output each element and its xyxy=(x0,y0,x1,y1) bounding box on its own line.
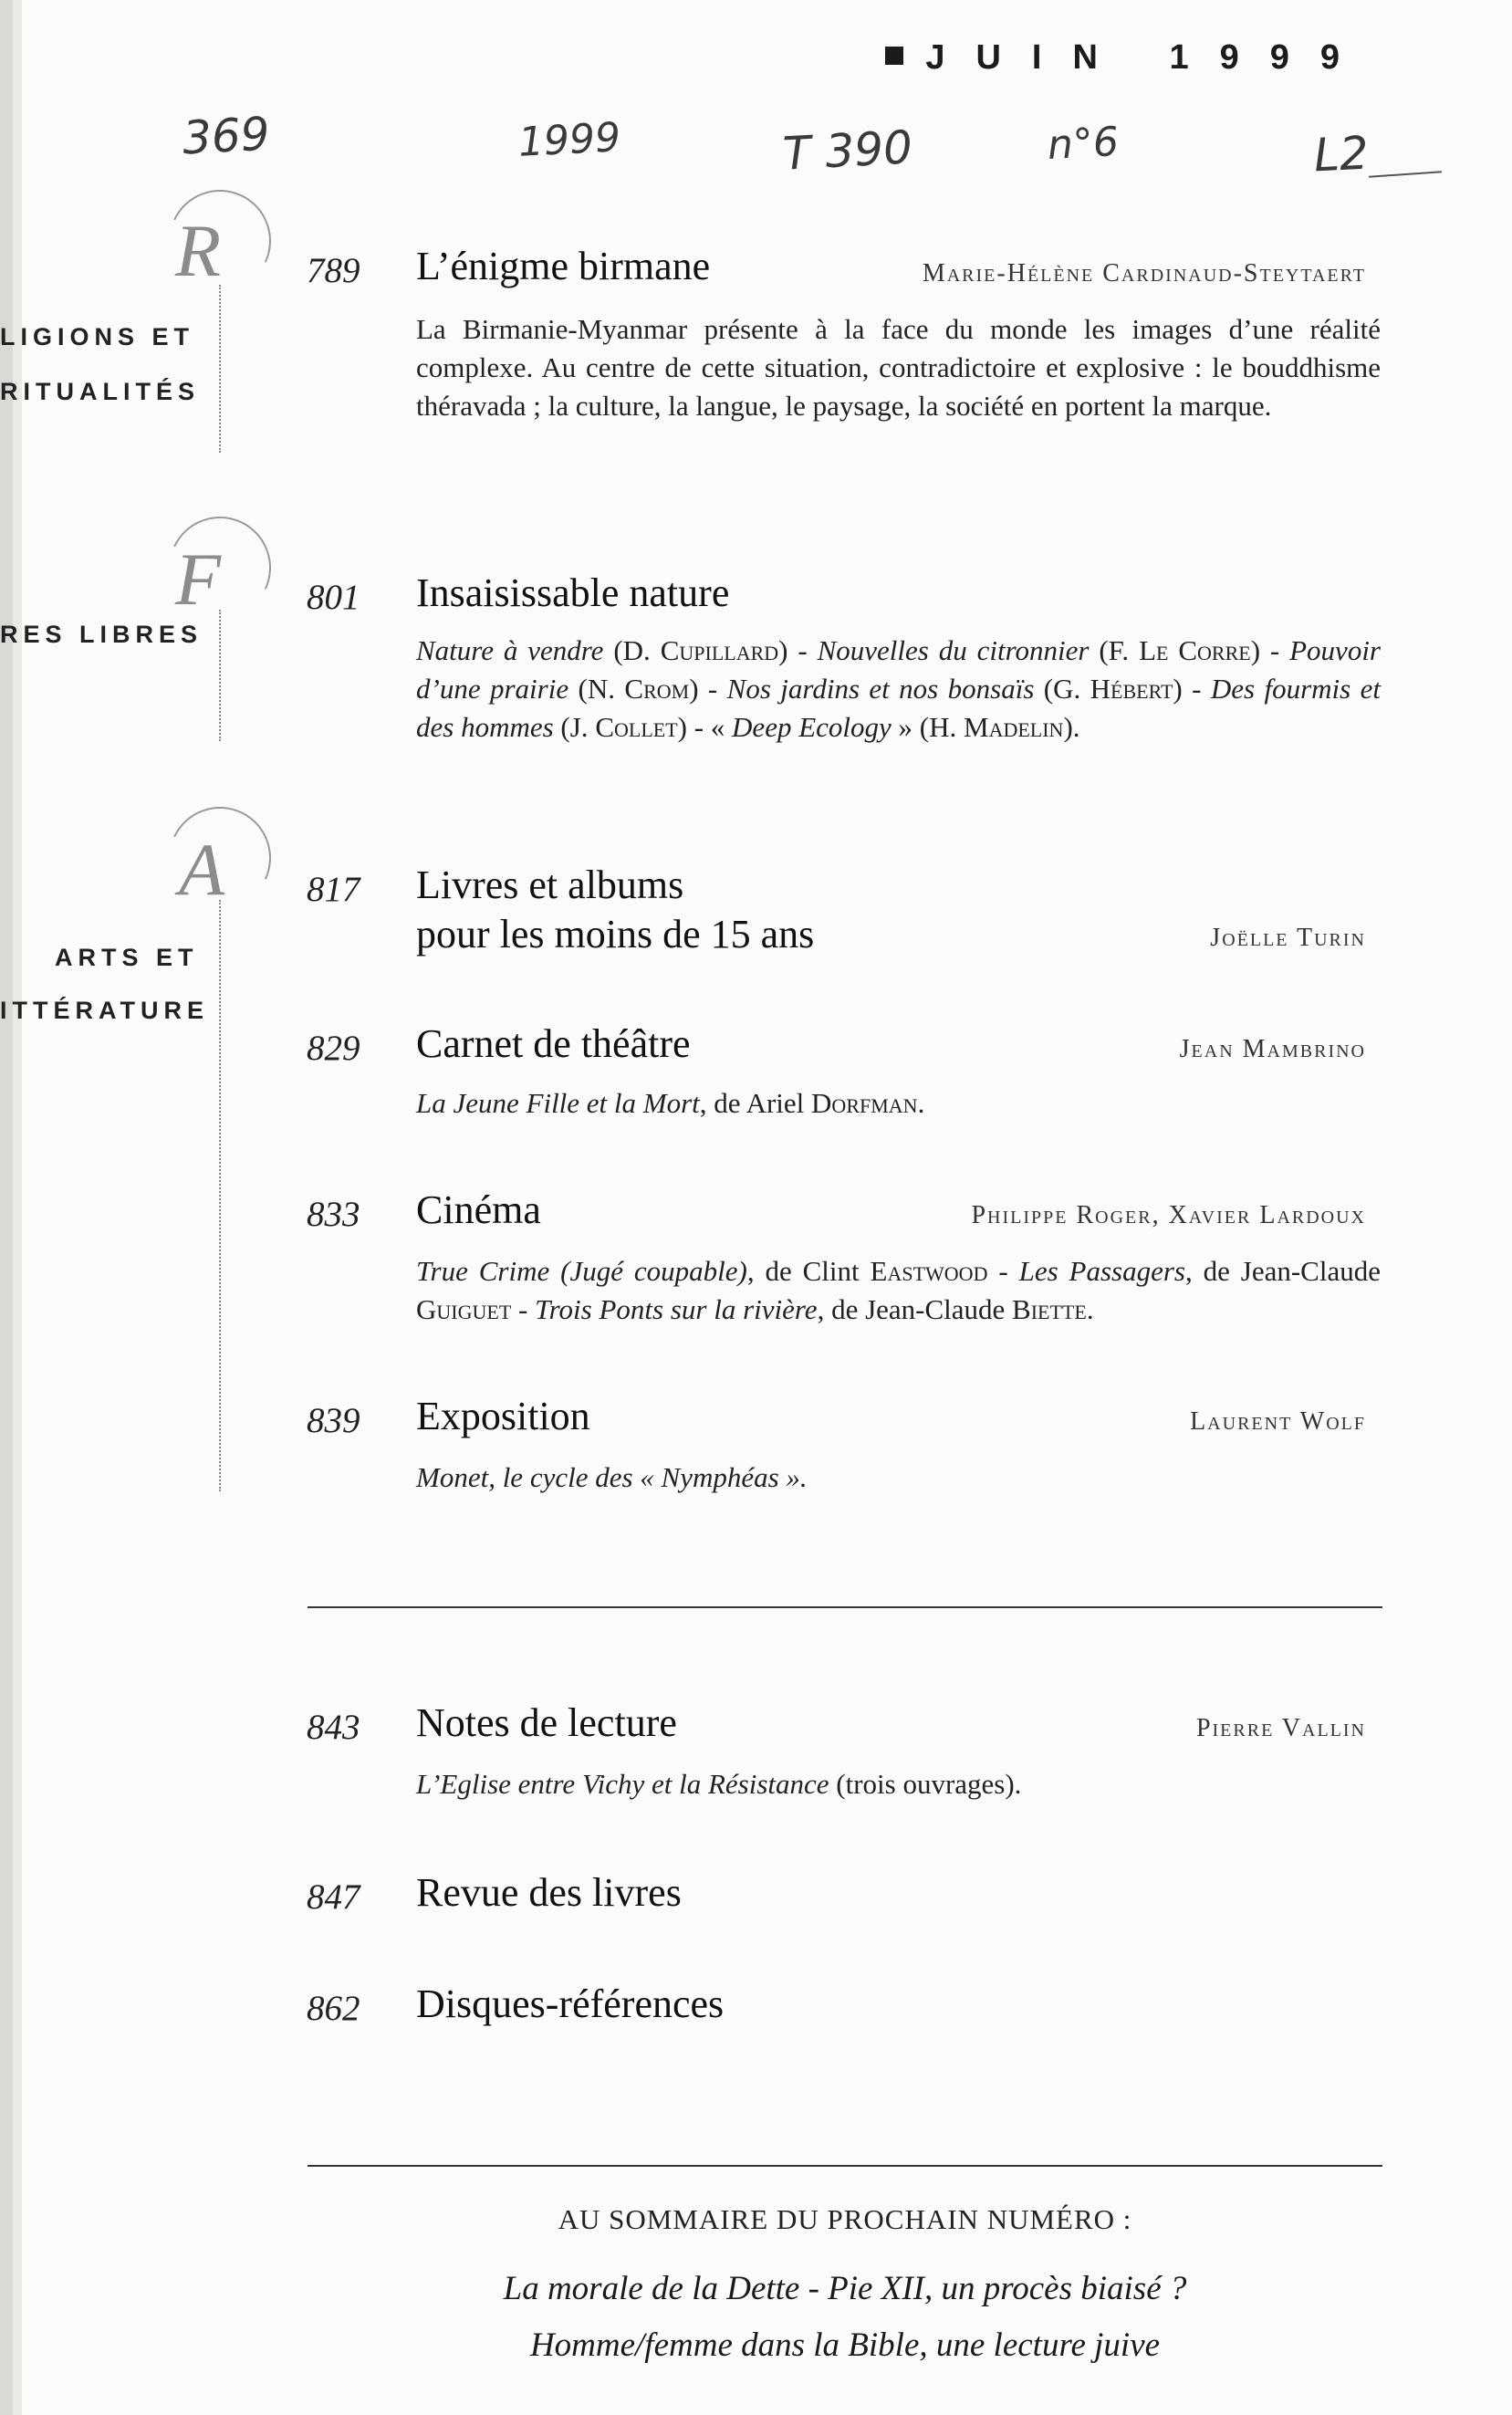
entry-description: La Birmanie-Myanmar présente à la face du monde les images d’une réalité complexe. Au centre de cette situation, contradictoire et explosive : le bouddhisme théravada ; la culture, la langue, le paysage, la société en portent la marque. xyxy=(416,313,1381,422)
page-edge-shadow xyxy=(0,0,13,2415)
handwritten-note: 1999 xyxy=(516,114,622,166)
text: . xyxy=(1086,1293,1094,1325)
text: (G. xyxy=(1034,673,1090,705)
text: , de Ariel xyxy=(699,1087,812,1119)
page-number: 839 xyxy=(307,1401,360,1440)
entry-description xyxy=(416,632,1381,747)
section-label-libres: RES LIBRES xyxy=(0,621,203,648)
text: ) - « xyxy=(677,711,733,743)
section-dotted-line xyxy=(219,610,221,741)
text: » (H. xyxy=(891,711,964,743)
work-title: Des fourmis et des hommes xyxy=(416,673,1381,743)
handwritten-note: L2 xyxy=(1312,126,1371,183)
next-issue-heading: AU SOMMAIRE DU PROCHAIN NUMÉRO : xyxy=(558,2203,1132,2235)
work-title: True Crime (Jugé coupable) xyxy=(416,1255,747,1287)
text: , de Jean-Claude xyxy=(1184,1255,1381,1287)
page-number: 862 xyxy=(307,1989,360,2028)
entry-title: Exposition xyxy=(416,1394,590,1438)
author-name: Dorfman xyxy=(811,1087,918,1119)
page-number: 833 xyxy=(307,1195,360,1234)
work-title: La Jeune Fille et la Mort xyxy=(416,1087,700,1119)
text: , de Jean-Claude xyxy=(817,1293,1013,1325)
section-letter-f: F xyxy=(175,538,222,621)
handwritten-note: n°6 xyxy=(1046,118,1121,170)
author-name: Madelin xyxy=(964,711,1064,743)
text: (N. xyxy=(568,673,625,705)
section-dotted-line xyxy=(219,900,221,1491)
entry-author: Pierre Vallin xyxy=(1195,1714,1366,1742)
work-title: Trois Ponts sur la rivière xyxy=(535,1293,818,1325)
text: (F. xyxy=(1089,634,1140,666)
entry-title: Revue des livres xyxy=(416,1870,682,1915)
section-letter-r: R xyxy=(175,209,222,292)
issue-date: JUIN 1999 xyxy=(925,38,1371,77)
text: - xyxy=(511,1293,536,1325)
section-divider xyxy=(308,1606,1382,1608)
entry-author: Laurent Wolf xyxy=(1190,1407,1366,1436)
section-divider xyxy=(308,2165,1382,2167)
author-name: Cupillard xyxy=(660,634,779,666)
entry-description: Monet, le cycle des « Nymphéas ». xyxy=(416,1461,808,1493)
text: - xyxy=(987,1255,1019,1287)
entry-title: Carnet de théâtre xyxy=(416,1021,691,1066)
work-title: Nos jardins et nos bonsaïs xyxy=(726,673,1035,705)
author-name: Crom xyxy=(624,673,690,705)
entry-author: Philippe Roger, Xavier Lardoux xyxy=(971,1201,1366,1229)
entry-title: Insaisissable nature xyxy=(416,570,730,615)
section-label-spiritualites: RITUALITÉS xyxy=(0,378,200,405)
text: ) - xyxy=(778,634,818,666)
author-name: Hébert xyxy=(1090,673,1173,705)
entry-title: Notes de lecture xyxy=(416,1700,677,1745)
section-label-religions: LIGIONS ET xyxy=(0,323,195,350)
page-number: 843 xyxy=(307,1708,360,1747)
entry-title-line2: pour les moins de 15 ans xyxy=(416,912,815,957)
entry-title: Cinéma xyxy=(416,1187,541,1232)
work-title: Les Passagers xyxy=(1018,1255,1185,1287)
work-title: Nouvelles du citronnier xyxy=(817,634,1090,666)
handwritten-note: T 390 xyxy=(781,120,914,181)
entry-author: Marie-Hélène Cardinaud-Steytaert xyxy=(922,259,1366,288)
text: (D. xyxy=(603,634,661,666)
section-letter-a: A xyxy=(179,828,225,911)
handwritten-note: 369 xyxy=(181,107,271,165)
entry-description xyxy=(416,1765,1381,1803)
entry-title: L’énigme birmane xyxy=(416,244,711,288)
section-label-arts: ARTS ET xyxy=(55,944,199,971)
author-name: Collet xyxy=(595,711,678,743)
page-number: 817 xyxy=(307,870,360,909)
issue-header xyxy=(885,38,1371,78)
page-number: 829 xyxy=(307,1029,360,1068)
square-bullet-icon xyxy=(885,47,903,65)
next-issue-line: La morale de la Dette - Pie XII, un procès biaisé ? xyxy=(503,2270,1187,2307)
text: ) - xyxy=(1250,634,1290,666)
handwritten-stroke xyxy=(1369,171,1442,178)
entry-author: Joëlle Turin xyxy=(1210,924,1366,952)
entry-author: Jean Mambrino xyxy=(1179,1035,1366,1063)
work-title: Pouvoir d’une prairie xyxy=(416,634,1381,705)
text: . xyxy=(917,1087,925,1119)
page-number: 847 xyxy=(307,1877,360,1917)
text: ) - xyxy=(1173,673,1211,705)
author-name: Le Corre xyxy=(1139,634,1251,666)
entry-description xyxy=(416,1252,1381,1329)
next-issue-line: Homme/femme dans la Bible, une lecture juive xyxy=(529,2326,1161,2364)
page-edge-gutter xyxy=(13,0,22,2415)
work-title: Deep Ecology xyxy=(732,711,892,743)
text: (J. xyxy=(553,711,596,743)
section-label-litterature: ITTÉRATURE xyxy=(0,997,209,1024)
entry-description xyxy=(416,1084,1381,1123)
page-number: 801 xyxy=(307,578,360,617)
work-title: L’Eglise entre Vichy et la Résistance xyxy=(416,1768,829,1800)
section-dotted-line xyxy=(219,285,221,453)
entry-title: Disques-références xyxy=(416,1981,725,2026)
text: (trois ouvrages). xyxy=(829,1768,1022,1800)
author-name: Guiguet xyxy=(416,1293,512,1325)
author-name: Biette xyxy=(1012,1293,1087,1325)
text: ). xyxy=(1063,711,1080,743)
entry-title-line1: Livres et albums xyxy=(416,862,684,907)
author-name: Eastwood xyxy=(870,1255,988,1287)
page-number: 789 xyxy=(307,251,360,290)
text: ) - xyxy=(689,673,727,705)
work-title: Nature à vendre xyxy=(416,634,604,666)
text: , de Clint xyxy=(746,1255,871,1287)
